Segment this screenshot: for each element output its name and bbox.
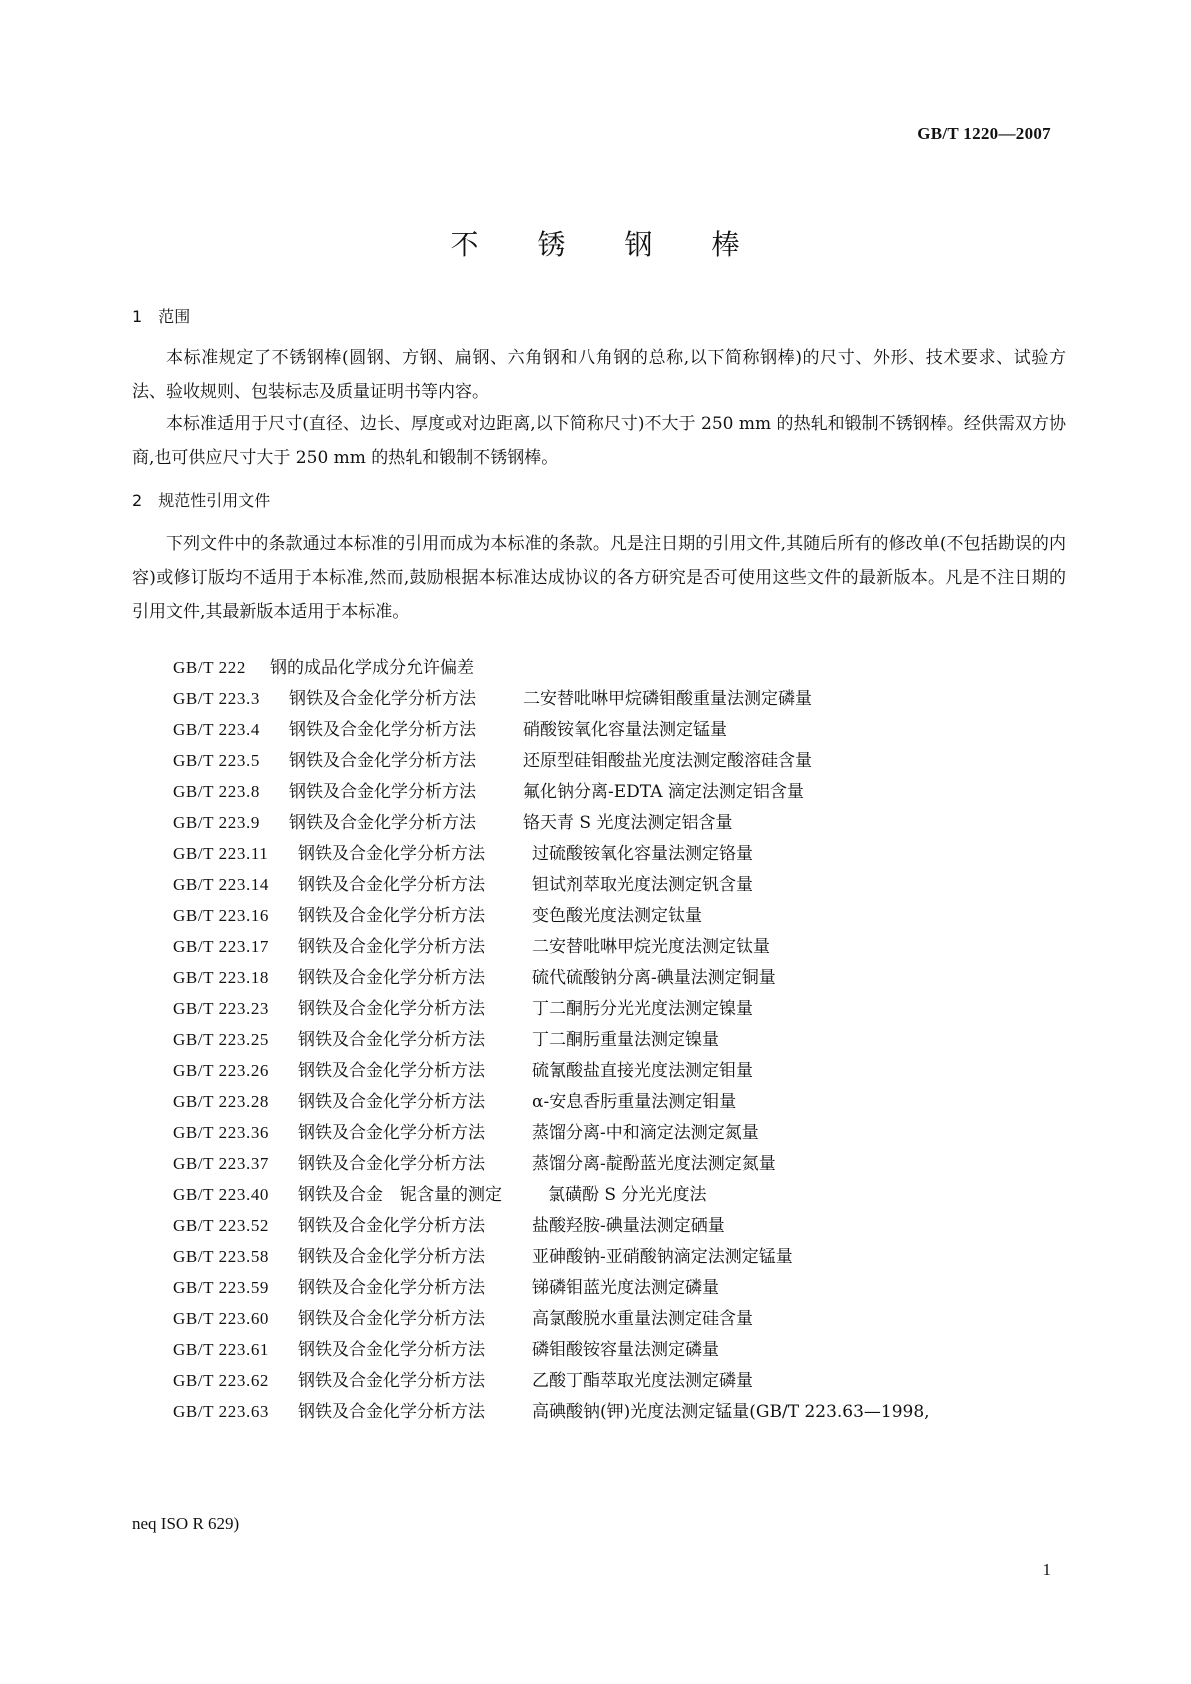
reference-code: GB/T 223.17 <box>173 937 270 956</box>
reference-code: GB/T 223.23 <box>173 999 270 1018</box>
reference-category: 钢铁及合金化学分析方法 <box>298 937 485 957</box>
reference-category: 钢铁及合金化学分析方法 <box>298 1092 485 1112</box>
reference-code: GB/T 223.18 <box>173 968 270 987</box>
reference-method: 二安替吡啉甲烷磷钼酸重量法测定磷量 <box>523 689 812 709</box>
reference-method: 乙酸丁酯萃取光度法测定磷量 <box>532 1371 753 1391</box>
section-title: 规范性引用文件 <box>158 491 271 510</box>
section-2-paragraph-1: 下列文件中的条款通过本标准的引用而成为本标准的条款。凡是注日期的引用文件,其随后所有的修改单(不包括勘误的内容)或修订版均不适用于本标准,然而,鼓励根据本标准达成协议的各方研究是否可使用这些文件的最新版本。凡是不注日期的引用文件,其最新版本适用于本标准。 <box>132 534 1066 622</box>
reference-method: 钽试剂萃取光度法测定钒含量 <box>532 875 753 895</box>
section-2-heading <box>132 488 270 511</box>
reference-category: 钢铁及合金化学分析方法 <box>298 1216 485 1236</box>
reference-method: 硝酸铵氧化容量法测定锰量 <box>523 720 727 740</box>
reference-category: 钢铁及合金化学分析方法 <box>298 906 485 926</box>
reference-code: GB/T 223.5 <box>173 751 260 770</box>
section-1-heading <box>132 304 190 327</box>
reference-code: GB/T 223.4 <box>173 720 260 739</box>
reference-category: 钢铁及合金化学分析方法 <box>298 1247 485 1267</box>
reference-category: 钢铁及合金化学分析方法 <box>298 1402 485 1422</box>
section-title: 范围 <box>158 307 191 326</box>
reference-method: 蒸馏分离-中和滴定法测定氮量 <box>532 1123 759 1143</box>
reference-code: GB/T 223.37 <box>173 1154 270 1173</box>
reference-code: GB/T 223.25 <box>173 1030 270 1049</box>
reference-code: GB/T 223.11 <box>173 844 269 863</box>
reference-category: 钢铁及合金化学分析方法 <box>298 1340 485 1360</box>
reference-code: GB/T 223.61 <box>173 1340 270 1359</box>
reference-method: 磷钼酸铵容量法测定磷量 <box>532 1340 719 1360</box>
reference-code: GB/T 223.8 <box>173 782 260 801</box>
section-number: 1 <box>132 307 143 326</box>
reference-category: 钢铁及合金化学分析方法 <box>289 782 476 802</box>
reference-method: 丁二酮肟分光光度法测定镍量 <box>532 999 753 1019</box>
reference-category: 钢铁及合金化学分析方法 <box>298 999 485 1019</box>
reference-category: 钢铁及合金化学分析方法 <box>298 1371 485 1391</box>
reference-category: 钢铁及合金化学分析方法 <box>298 968 485 988</box>
reference-method: 锑磷钼蓝光度法测定磷量 <box>532 1278 719 1298</box>
reference-code: GB/T 223.58 <box>173 1247 270 1266</box>
reference-category: 钢铁及合金化学分析方法 <box>289 751 476 771</box>
reference-category: 钢铁及合金化学分析方法 <box>298 1154 485 1174</box>
reference-method: 变色酸光度法测定钛量 <box>532 906 702 926</box>
section-1-paragraph-2: 本标准适用于尺寸(直径、边长、厚度或对边距离,以下简称尺寸)不大于 250 mm 的热轧和锻制不锈钢棒。经供需双方协商,也可供应尺寸大于 250 mm 的热轧和锻制不锈钢棒。 <box>132 414 1066 468</box>
reference-category: 钢铁及合金化学分析方法 <box>298 844 485 864</box>
reference-method: 高碘酸钠(钾)光度法测定锰量(GB/T 223.63—1998, <box>532 1402 930 1422</box>
reference-category: 钢铁及合金化学分析方法 <box>298 1278 485 1298</box>
reference-category: 钢铁及合金 铌含量的测定 <box>298 1185 502 1205</box>
reference-code: GB/T 223.59 <box>173 1278 270 1297</box>
reference-method: α-安息香肟重量法测定钼量 <box>532 1092 737 1112</box>
reference-code: GB/T 223.3 <box>173 689 260 708</box>
reference-method: 丁二酮肟重量法测定镍量 <box>532 1030 719 1050</box>
standard-code: GB/T 1220—2007 <box>917 124 1051 143</box>
reference-code: GB/T 223.62 <box>173 1371 270 1390</box>
reference-method: 氯磺酚 S 分光光度法 <box>548 1185 707 1205</box>
section-1-paragraph-1: 本标准规定了不锈钢棒(圆钢、方钢、扁钢、六角钢和八角钢的总称,以下简称钢棒)的尺寸、外形、技术要求、试验方法、验收规则、包装标志及质量证明书等内容。 <box>132 348 1066 402</box>
reference-method: 硫代硫酸钠分离-碘量法测定铜量 <box>532 968 776 988</box>
reference-method: 铬天青 S 光度法测定铝含量 <box>523 813 733 833</box>
reference-method: 硫氰酸盐直接光度法测定钼量 <box>532 1061 753 1081</box>
reference-category: 钢铁及合金化学分析方法 <box>298 875 485 895</box>
reference-title: 钢的成品化学成分允许偏差 <box>270 658 474 678</box>
reference-category: 钢铁及合金化学分析方法 <box>289 813 476 833</box>
reference-method: 氟化钠分离-EDTA 滴定法测定铝含量 <box>523 782 804 802</box>
reference-method: 二安替吡啉甲烷光度法测定钛量 <box>532 937 770 957</box>
reference-code: GB/T 222 <box>173 658 246 677</box>
reference-continuation: neq ISO R 629) <box>132 1514 240 1533</box>
reference-code: GB/T 223.26 <box>173 1061 270 1080</box>
reference-code: GB/T 223.40 <box>173 1185 270 1204</box>
section-number: 2 <box>132 491 143 510</box>
reference-category: 钢铁及合金化学分析方法 <box>289 689 476 709</box>
reference-category: 钢铁及合金化学分析方法 <box>298 1061 485 1081</box>
reference-category: 钢铁及合金化学分析方法 <box>289 720 476 740</box>
reference-method: 亚砷酸钠-亚硝酸钠滴定法测定锰量 <box>532 1247 793 1267</box>
reference-code: GB/T 223.9 <box>173 813 260 832</box>
reference-method: 蒸馏分离-靛酚蓝光度法测定氮量 <box>532 1154 776 1174</box>
reference-code: GB/T 223.36 <box>173 1123 270 1142</box>
reference-code: GB/T 223.16 <box>173 906 270 925</box>
reference-code: GB/T 223.63 <box>173 1402 270 1421</box>
reference-category: 钢铁及合金化学分析方法 <box>298 1123 485 1143</box>
reference-method: 高氯酸脱水重量法测定硅含量 <box>532 1309 753 1329</box>
reference-code: GB/T 223.52 <box>173 1216 270 1235</box>
reference-category: 钢铁及合金化学分析方法 <box>298 1030 485 1050</box>
reference-method: 还原型硅钼酸盐光度法测定酸溶硅含量 <box>523 751 812 771</box>
page-number: 1 <box>1042 1560 1051 1579</box>
reference-category: 钢铁及合金化学分析方法 <box>298 1309 485 1329</box>
reference-code: GB/T 223.28 <box>173 1092 270 1111</box>
document-title: 不 锈 钢 棒 <box>450 228 741 261</box>
reference-code: GB/T 223.14 <box>173 875 270 894</box>
reference-method: 过硫酸铵氧化容量法测定铬量 <box>532 844 753 864</box>
reference-method: 盐酸羟胺-碘量法测定硒量 <box>532 1216 725 1236</box>
reference-code: GB/T 223.60 <box>173 1309 270 1328</box>
